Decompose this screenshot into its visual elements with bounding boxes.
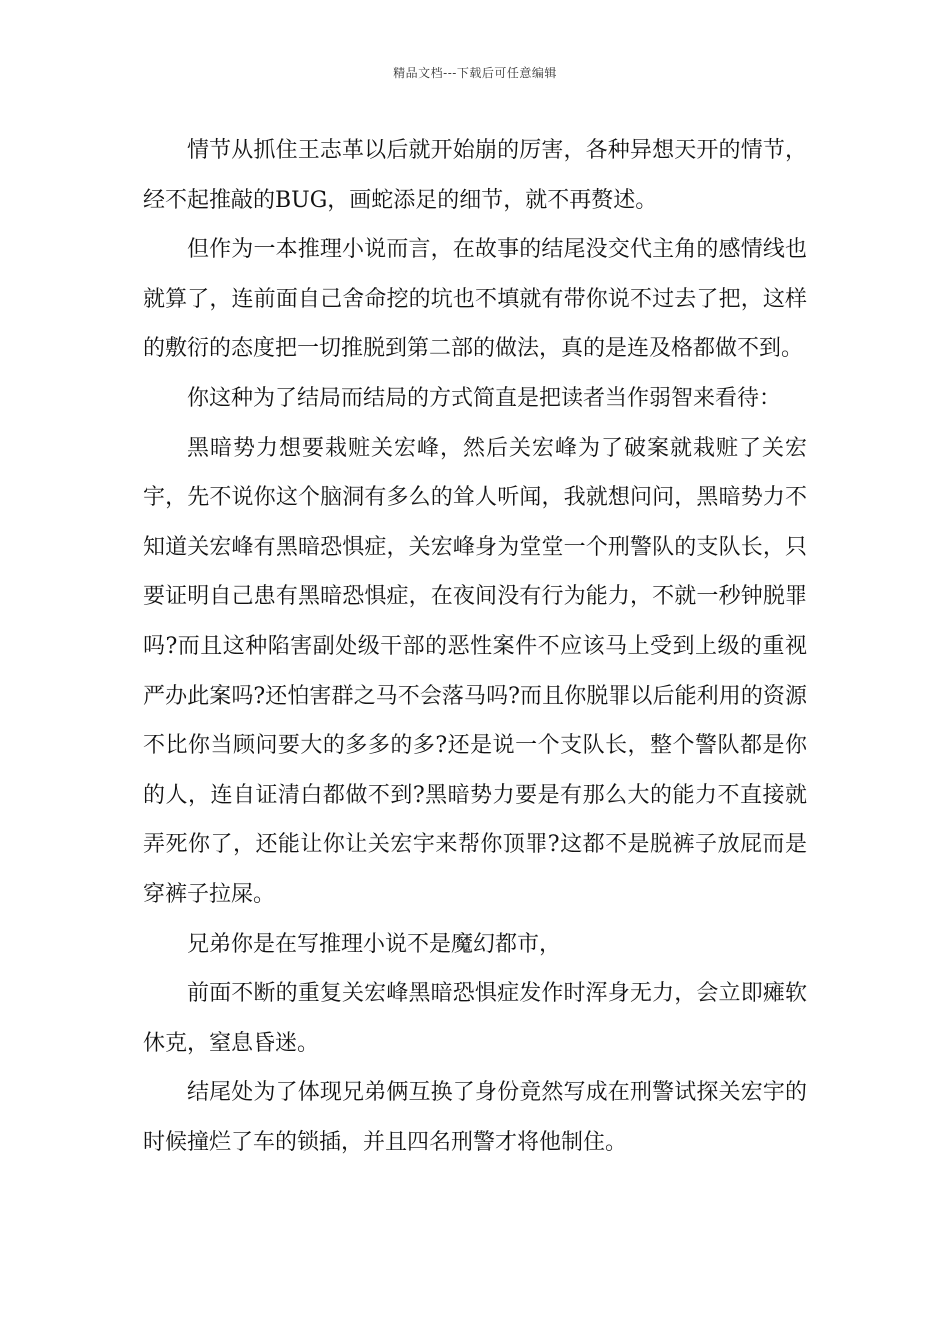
- page-header: 精品文档---下载后可任意编辑: [393, 66, 557, 80]
- paragraph: 结尾处为了体现兄弟俩互换了身份竟然写成在刑警试探关宏宇的时候撞烂了车的锁插，并且四名刑警才将他制住。: [143, 1080, 807, 1155]
- paragraph: 前面不断的重复关宏峰黑暗恐惧症发作时浑身无力，会立即瘫软休克，窒息昏迷。: [143, 981, 807, 1056]
- paragraph: 情节从抓住王志革以后就开始崩的厉害，各种异想天开的情节，经不起推敲的BUG，画蛇添足的细节，就不再赘述。: [143, 138, 807, 213]
- paragraph: 兄弟你是在写推理小说不是魔幻都市，: [187, 931, 562, 957]
- document-body: [143, 126, 807, 1167]
- paragraph: 黑暗势力想要栽赃关宏峰，然后关宏峰为了破案就栽赃了关宏宇，先不说你这个脑洞有多么的耸人听闻，我就想问问，黑暗势力不知道关宏峰有黑暗恐惧症，关宏峰身为堂堂一个刑警队的支队长，只要证明自己患有黑暗恐惧症，在夜间没有行为能力，不就一秒钟脱罪吗?而且这种陷害副处级干部的恶性案件不应该马上受到上级的重视严办此案吗?还怕害群之马不会落马吗?而且你脱罪以后能利用的资源不比你当顾问要大的多多的多?还是说一个支队长，整个警队都是你的人，连自证清白都做不到?黑暗势力要是有那么大的能力不直接就弄死你了，还能让你让关宏宇来帮你顶罪?这都不是脱裤子放屁而是穿裤子拉屎。: [143, 435, 807, 907]
- paragraph: 你这种为了结局而结局的方式简直是把读者当作弱智来看待：: [187, 385, 782, 411]
- paragraph: 但作为一本推理小说而言，在故事的结尾没交代主角的感情线也就算了，连前面自己舍命挖的坑也不填就有带你说不过去了把，这样的敷衍的态度把一切推脱到第二部的做法，真的是连及格都做不到。: [143, 237, 807, 362]
